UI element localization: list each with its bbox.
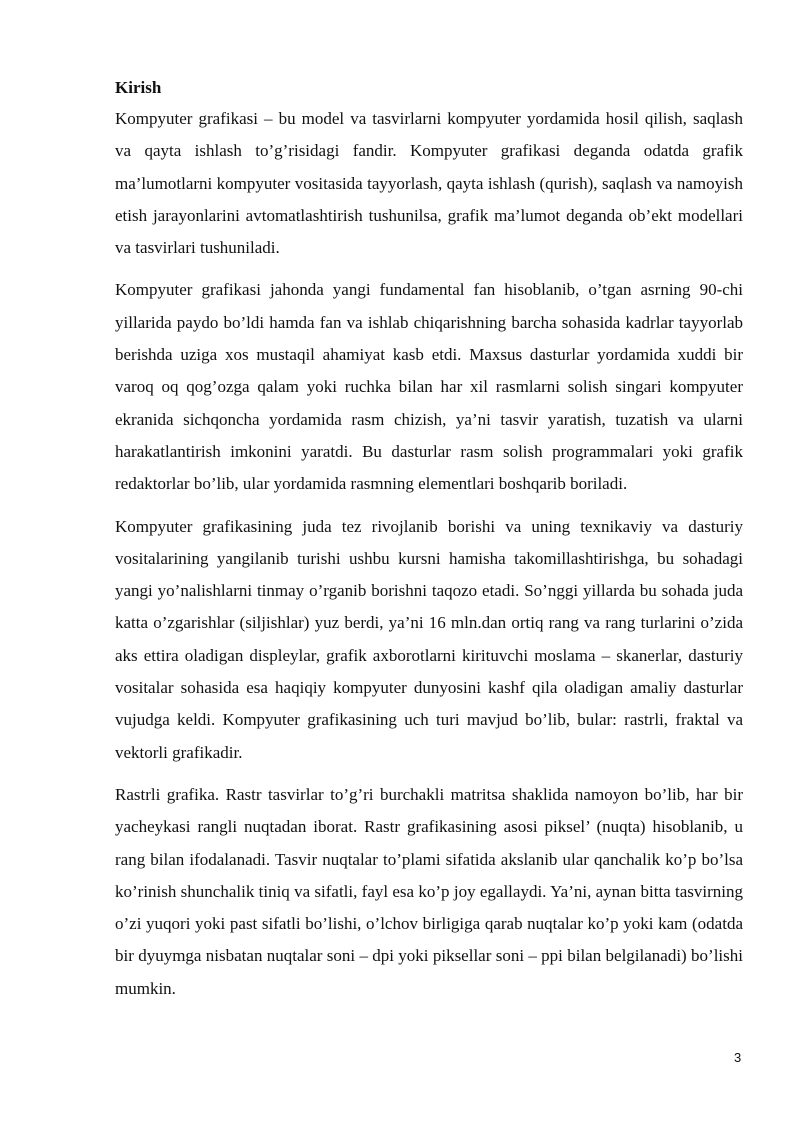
section-heading: Kirish: [115, 78, 162, 97]
paragraph-3: Kompyuter grafikasining juda tez rivojlanib borishi va uning texnikaviy va dasturiy vositalarining yangilanib turishi ushbu kursni hamisha takomillashtirishga, bu sohadagi yangi yo’nalishlarni tinmay o’rganib borishni taqozo etadi. So’nggi yillarda bu sohada juda katta o’zgarishlar (siljishlar) yuz berdi, ya’ni 16 mln.dan ortiq rang va rang turlarini o’zida aks ettira oladigan displeylar, grafik axborotlarni kirituvchi moslama – skanerlar, dasturiy vositalar sohasida esa haqiqiy kompyuter dunyosini kashf qila oladigan amaliy dasturlar vujudga keldi. Kompyuter grafikasining uch turi mavjud bo’lib, bular: rastrli, fraktal va vektorli grafikadir.: [115, 516, 743, 762]
paragraph-1: Kompyuter grafikasi – bu model va tasvirlarni kompyuter yordamida hosil qilish, saqlash va qayta ishlash to’g’risidagi fandir. Kompyuter grafikasi deganda odatda grafik ma’lumotlarni kompyuter vositasida tayyorlash, qayta ishlash (qurish), saqlash va namoyish etish jarayonlarini avtomatlashtirish tushunilsa, grafik ma’lumot deganda ob’ekt modellari va tasvirlari tushuniladi.: [115, 109, 743, 258]
page-content: [115, 73, 743, 1015]
paragraph-4: Rastrli grafika. Rastr tasvirlar to’g’ri burchakli matritsa shaklida namoyon bo’lib, har bir yacheykasi rangli nuqtadan iborat. Rastr grafikasining asosi piksel’ (nuqta) hisoblanib, u rang bilan ifodalanadi. Tasvir nuqtalar to’plami sifatida akslanib ular qanchalik ko’p bo’lsa ko’rinish shunchalik tiniq va sifatli, fayl esa ko’p joy egallaydi. Ya’ni, aynan bitta tasvirning o’zi yuqori yoki past sifatli bo’lishi, o’lchov birligiga qarab nuqtalar ko’p yoki kam (odatda bir dyuymga nisbatan nuqtalar soni – dpi yoki piksellar soni – ppi bilan belgilanadi) bo’lishi mumkin.: [115, 784, 743, 998]
page-number: 3: [734, 1050, 742, 1065]
paragraph-2: Kompyuter grafikasi jahonda yangi fundamental fan hisoblanib, o’tgan asrning 90-chi yillarida paydo bo’ldi hamda fan va ishlab chiqarishning barcha sohasida kadrlar tayyorlab berishda uziga xos mustaqil ahamiyat kasb etdi. Maxsus dasturlar yordamida xuddi bir varoq oq qog’ozga qalam yoki ruchka bilan har xil rasmlarni solish singari kompyuter ekranida sichqoncha yordamida rasm chizish, ya’ni tasvir yaratish, tuzatish va ularni harakatlantirish imkonini yaratdi. Bu dasturlar rasm solish programmalari yoki grafik redaktorlar bo’lib, ular yordamida rasmning elementlari boshqarib boriladi.: [115, 280, 743, 494]
